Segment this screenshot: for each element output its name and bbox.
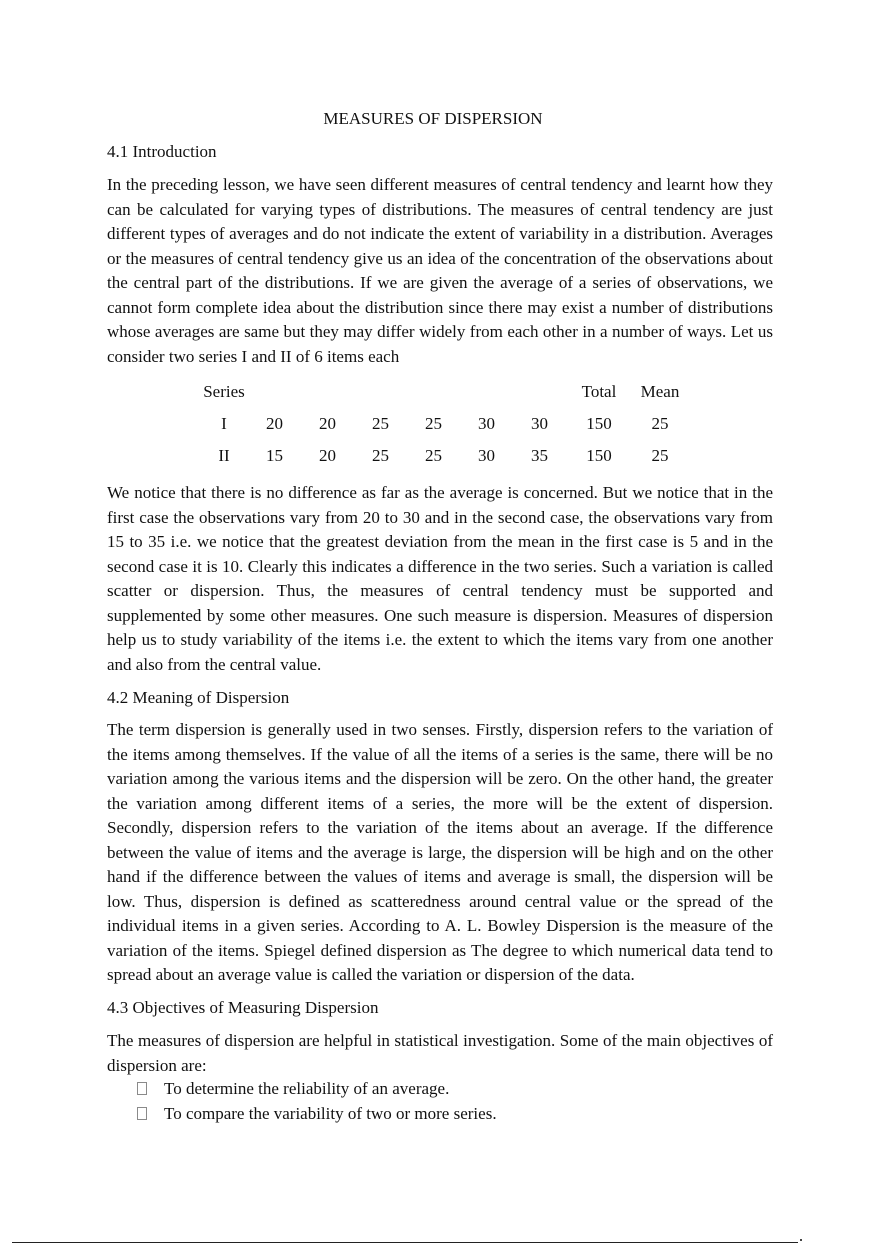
intro-paragraph-1: In the preceding lesson, we have seen different measures of central tendency and learnt how they can be calculated for varying types of distributions. The measures of central tendency are just different types of averages and do not indicate the extent of variability in a distribution. Averages or the measures of central tendency give us an idea of the concentration of the observations about the central part of the distributions. If we are given the average of a series of observations, we cannot form complete idea about the distribution since there may exist a number of distributions whose averages are same but they may differ widely from each other in a number of ways. Let us consider two series I and II of 6 items each bbox=[107, 175, 773, 366]
list-item-text: To determine the reliability of an average. bbox=[164, 1079, 450, 1098]
table-cell: 30 bbox=[531, 414, 548, 433]
bullet-icon bbox=[137, 1107, 147, 1120]
table-cell: 25 bbox=[425, 414, 442, 433]
series-table bbox=[200, 376, 688, 472]
list-item bbox=[132, 1101, 497, 1126]
row-name: II bbox=[218, 446, 230, 465]
objectives-list bbox=[132, 1076, 497, 1126]
header-series: Series bbox=[203, 382, 245, 401]
intro-paragraph-2: We notice that there is no difference as far as the average is concerned. But we notice that in the first case the observations vary from 20 to 30 and in the second case, the observations vary from 15 to 35 i.e. we notice that the greatest deviation from the mean in the first case is 5 and in the second case it is 10. Clearly this indicates a difference in the two series. Such a variation is called scatter or dispersion. Thus, the measures of central tendency must be supported and supplemented by some other measures. One such measure is dispersion. Measures of dispersion help us to study variability of the items i.e. the extent to which the items vary from one another and also from the central value. bbox=[107, 483, 773, 674]
table-row bbox=[200, 440, 688, 472]
table-cell: 25 bbox=[425, 446, 442, 465]
meaning-paragraph: The term dispersion is generally used in two senses. Firstly, dispersion refers to the variation of the items among themselves. If the value of all the items of a series is the same, there will be no variation among the various items and the dispersion will be zero. On the other hand, the greater the variation among different items of a series, the more will be the extent of dispersion. Secondly, dispersion refers to the variation of the items about an average. If the difference between the value of items and the average is large, the dispersion will be high and on the other hand if the difference between the values of items and average is small, the dispersion will be low. Thus, dispersion is defined as scatteredness around central value or the spread of the individual items in a given series. According to A. L. Bowley Dispersion is the measure of the variation of the items. Spiegel defined dispersion as The degree to which numerical data tend to spread about an average value is called the variation or dispersion of the data. bbox=[107, 720, 773, 984]
footer-dot bbox=[800, 1239, 802, 1241]
objectives-paragraph: The measures of dispersion are helpful in statistical investigation. Some of the main objectives of dispersion are: bbox=[107, 1031, 773, 1075]
row-total: 150 bbox=[586, 446, 612, 465]
table-cell: 25 bbox=[372, 446, 389, 465]
row-name: I bbox=[221, 414, 227, 433]
section-heading-introduction: 4.1 Introduction bbox=[107, 142, 217, 161]
table-header-row bbox=[200, 376, 688, 408]
table-cell: 30 bbox=[478, 446, 495, 465]
bullet-icon bbox=[137, 1082, 147, 1095]
table-row bbox=[200, 408, 688, 440]
page-title: MEASURES OF DISPERSION bbox=[323, 109, 543, 128]
section-heading-meaning: 4.2 Meaning of Dispersion bbox=[107, 688, 290, 707]
table-cell: 20 bbox=[319, 446, 336, 465]
table-cell: 15 bbox=[266, 446, 283, 465]
section-heading-objectives: 4.3 Objectives of Measuring Dispersion bbox=[107, 998, 379, 1017]
header-total: Total bbox=[581, 382, 617, 401]
list-item bbox=[132, 1076, 497, 1101]
list-item-text: To compare the variability of two or more series. bbox=[164, 1104, 497, 1123]
row-mean: 25 bbox=[651, 414, 669, 433]
table-cell: 30 bbox=[478, 414, 495, 433]
table-cell: 35 bbox=[531, 446, 548, 465]
table-cell: 25 bbox=[372, 414, 389, 433]
header-mean: Mean bbox=[640, 382, 680, 401]
table-cell: 20 bbox=[319, 414, 336, 433]
footer-divider bbox=[12, 1242, 798, 1243]
row-total: 150 bbox=[586, 414, 612, 433]
row-mean: 25 bbox=[651, 446, 669, 465]
table-cell: 20 bbox=[266, 414, 283, 433]
